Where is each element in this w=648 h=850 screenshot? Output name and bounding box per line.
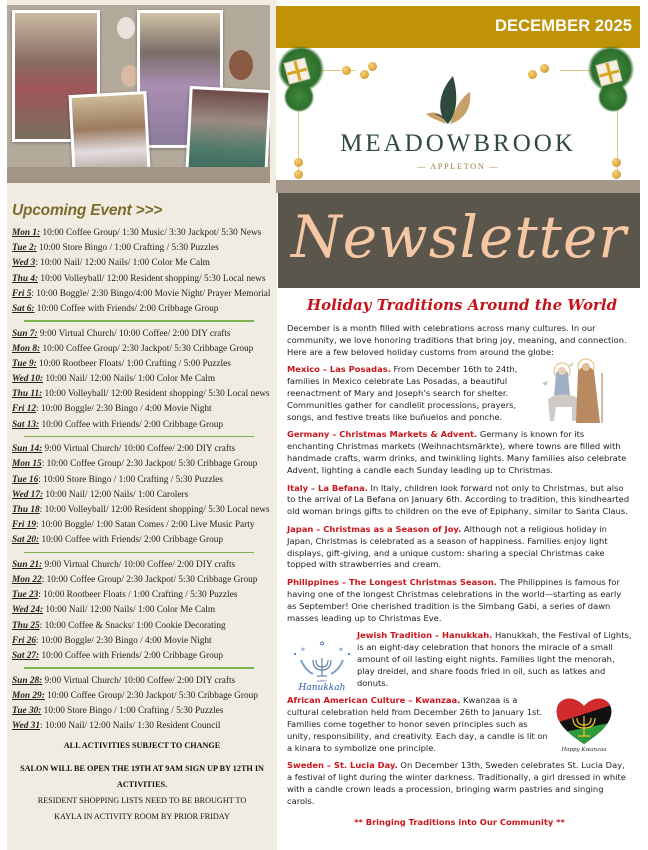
svg-text:✡: ✡ bbox=[300, 647, 306, 653]
schedule-row bbox=[12, 457, 277, 472]
tradition-title: Sweden – St. Lucia Day. bbox=[287, 760, 398, 771]
newsletter-title-panel bbox=[278, 193, 640, 288]
schedule-row bbox=[12, 689, 277, 704]
schedule-day: Tue 16 bbox=[12, 474, 39, 485]
schedule-events: : 10:00 Rootbeer Floats / 1:00 Crafting / 5:30 Puzzles bbox=[38, 590, 238, 601]
schedule-events: : 10:00 Nail/ 12:00 Nails/ 1:30 Resident Council bbox=[39, 721, 221, 732]
schedule-day: Mon 8: bbox=[12, 343, 41, 354]
svg-text:✡: ✡ bbox=[338, 647, 344, 653]
schedule-day: Sun 21: bbox=[12, 559, 43, 570]
schedule-row bbox=[12, 533, 277, 548]
schedule-row bbox=[12, 704, 277, 719]
month-banner bbox=[276, 6, 640, 48]
brand-location: — APPLETON — bbox=[416, 161, 500, 171]
tradition-body: Hanukkah, the Festival of Lights, is an eight-day celebration that honors the miracle of a small amount of oil lasting eight nights. Families light the menorah, play dreidel, and share foods fried in oil, such as latkes and donuts. bbox=[357, 630, 632, 688]
hanukkah-menorah-illustration bbox=[291, 640, 353, 692]
holy-family-donkey-illustration bbox=[540, 357, 616, 429]
schedule-events: 9:00 Virtual Church/ 10:00 Coffee/ 2:00 DIY crafts bbox=[42, 559, 236, 570]
schedule-row bbox=[12, 327, 277, 342]
schedule-events: 9:00 Virtual Church/ 10:00 Coffee/ 2:00 DIY crafts bbox=[42, 444, 236, 455]
schedule-row bbox=[12, 226, 277, 241]
schedule-row bbox=[12, 634, 277, 649]
svg-text:✡: ✡ bbox=[319, 641, 325, 648]
schedule-day: Tue 2: bbox=[12, 243, 37, 254]
schedule-events: 10:00 Rootbeer Floats/ 1:00 Crafting / 5:00 Puzzles bbox=[36, 358, 231, 369]
tradition-body: The Philippines is famous for having one of the longest Christmas celebrations in the world—starting as early as September! One cherished tradition is the Simbang Gabi, a series of dawn masses leading up to Christmas Eve. bbox=[287, 577, 622, 623]
schedule-row bbox=[12, 287, 277, 302]
schedule-row bbox=[12, 573, 277, 588]
ornament-icon bbox=[294, 170, 303, 179]
ornament-icon bbox=[540, 64, 549, 73]
week-divider bbox=[24, 436, 254, 437]
tradition-body: Kwanzaa is a cultural celebration held from December 26th to January 1st. Families come together to honor seven principles such as unity, responsibility, and creativity. Each day, a candle is lit on a kinara to symbolize one principle. bbox=[287, 695, 548, 753]
succulent-planter-image bbox=[117, 17, 135, 39]
taupe-divider-band bbox=[276, 180, 640, 193]
schedule-day: Mon 29: bbox=[12, 690, 45, 701]
schedule-row bbox=[12, 719, 277, 734]
schedule-events: : 10:00 Coffee Group/ 2:30 Jackpot/ 5:30 Cribbage Group bbox=[41, 459, 258, 470]
schedule-day: Mon 1: bbox=[12, 228, 41, 238]
newsletter-month: DECEMBER 2025 bbox=[494, 17, 632, 35]
schedule-row bbox=[12, 387, 277, 402]
schedule-day: Sat 27: bbox=[12, 651, 40, 662]
schedule-events: 10:00 Coffee Group/ 1:30 Music/ 3:30 Jackpot/ 5:30 News bbox=[40, 228, 262, 238]
tradition-title: Mexico – Las Posadas. bbox=[287, 364, 391, 375]
schedule-day: Sun 28: bbox=[12, 675, 43, 686]
schedule-row bbox=[12, 241, 277, 256]
article-closing: ** Bringing Traditions into Our Community ** bbox=[354, 817, 565, 828]
tradition-title: Italy – La Befana. bbox=[287, 482, 368, 493]
logo-header bbox=[276, 48, 640, 180]
schedule-row bbox=[12, 473, 277, 488]
schedule-events: 10:00 Coffee Group/ 2:30 Jackpot/ 5:30 Cribbage Group bbox=[40, 343, 254, 354]
resident-photo-collage bbox=[7, 5, 270, 183]
schedule-events: : 10:00 Volleyball/ 12:00 Resident shopping/ 5:30 Local news bbox=[39, 504, 270, 515]
schedule-row bbox=[12, 272, 277, 287]
tradition-title: African American Culture – Kwanzaa. bbox=[287, 695, 461, 706]
schedule-row bbox=[12, 256, 277, 271]
schedule-day: Fri 19 bbox=[12, 520, 37, 531]
svg-text:Hanukkah: Hanukkah bbox=[298, 683, 346, 692]
schedule-events: 10:00 Volleyball/ 12:00 Resident shopping/ 5:30 Local news bbox=[42, 389, 270, 400]
schedule-events: 10:00 Coffee with Friends/ 2:00 Cribbage Group bbox=[39, 419, 224, 430]
schedule-events: 10:00 Store Bingo / 1:00 Crafting / 5:30 Puzzles bbox=[41, 706, 224, 716]
schedule-day: Sat 20: bbox=[12, 535, 40, 546]
week-divider bbox=[24, 552, 254, 553]
schedule-row bbox=[12, 488, 277, 503]
schedule-events: 10:00 Volleyball/ 12:00 Resident shopping/ 5:30 Local news bbox=[38, 273, 266, 284]
schedule-row bbox=[12, 503, 277, 518]
schedule-row bbox=[12, 442, 277, 457]
schedule-events: 10:00 Coffee with Friends/ 2:00 Cribbage Group bbox=[34, 303, 219, 314]
schedule-day: Sat 13: bbox=[12, 419, 40, 430]
tradition-body: From December 16th to 24th, families in Mexico celebrate Las Posadas, a beautiful reenactment of Mary and Joseph’s search for shelter. Communities gather for candlelit processions, prayers, songs, and festive treats like buñuelos and ponche. bbox=[287, 364, 518, 422]
schedule-day: Wed 10: bbox=[12, 374, 44, 385]
schedule-day: Thu 25 bbox=[12, 620, 40, 631]
schedule-day: Tue 30: bbox=[12, 706, 42, 716]
schedule-events: : 10:00 Nail/ 12:00 Nails/ 1:00 Color Me Calm bbox=[35, 258, 210, 269]
schedule-day: Mon 15 bbox=[12, 459, 42, 470]
schedule-events: 10:00 Nail/ 12:00 Nails/ 1:00 Color Me Calm bbox=[43, 605, 216, 616]
schedule-events: 10:00 Coffee with Friends/ 2:00 Cribbage Group bbox=[39, 535, 224, 546]
schedule-day: Tue 23 bbox=[12, 590, 39, 601]
week-divider bbox=[24, 320, 254, 321]
schedule-day: Thu 11: bbox=[12, 389, 43, 400]
schedule-row bbox=[12, 342, 277, 357]
tradition-title: Jewish Tradition – Hanukkah. bbox=[357, 630, 493, 641]
schedule-day: Mon 22 bbox=[12, 575, 42, 586]
schedule-row bbox=[12, 402, 277, 417]
schedule-events: 10:00 Store Bingo / 1:00 Crafting / 5:30 Puzzles bbox=[36, 243, 219, 254]
schedule-events: 10:00 Nail/ 12:00 Nails/ 1:00 Color Me Calm bbox=[43, 374, 216, 385]
brand-name: MEADOWBROOK bbox=[340, 130, 576, 157]
meadowbrook-leaf-logo-icon bbox=[426, 74, 476, 126]
schedule-events: : 10:00 Coffee Group/ 2:30 Jackpot/ 5:30 Cribbage Group bbox=[41, 575, 258, 586]
schedule-events: 9:00 Virtual Church/ 10:00 Coffee/ 2:00 DIY crafts bbox=[37, 328, 231, 339]
schedule-row bbox=[12, 603, 277, 618]
notice-subject-to-change: ALL ACTIVITIES SUBJECT TO CHANGE bbox=[63, 741, 221, 750]
schedule-events: 9:00 Virtual Church/ 10:00 Coffee/ 2:00 DIY crafts bbox=[42, 675, 236, 686]
tradition-body: In Italy, children look forward not only to Christmas, but also to the arrival of La Befana on January 6th. According to tradition, this kindhearted old woman brings gifts to children on the eve of Epiphany, similar to Santa Claus. bbox=[287, 482, 630, 517]
schedule-row bbox=[12, 588, 277, 603]
pine-branch-decoration bbox=[598, 82, 628, 112]
notice-salon: SALON WILL BE OPEN THE 19TH AT 9AM SIGN UP BY 12TH IN ACTIVITIES. bbox=[20, 764, 264, 789]
schedule-row bbox=[12, 674, 277, 689]
tradition-germany bbox=[287, 429, 632, 476]
schedule-day: Sun 14: bbox=[12, 444, 43, 455]
schedule-day: Sat 6: bbox=[12, 303, 35, 314]
week-divider bbox=[24, 667, 254, 668]
otter-planter-image bbox=[229, 50, 253, 80]
schedule-day: Wed 24: bbox=[12, 605, 44, 616]
ornament-icon bbox=[342, 66, 351, 75]
tradition-sweden bbox=[287, 760, 632, 807]
schedule-row bbox=[12, 518, 277, 533]
schedule-day: Thu 18 bbox=[12, 504, 40, 515]
schedule-events: : 10:00 Store Bingo / 1:00 Crafting / 5:30 Puzzles bbox=[38, 474, 223, 485]
schedule-row bbox=[12, 357, 277, 372]
tradition-philippines bbox=[287, 577, 632, 624]
svg-text:HAPPY: HAPPY bbox=[316, 679, 328, 683]
pine-branch-decoration bbox=[284, 82, 314, 112]
schedule-day: Wed 31 bbox=[12, 721, 40, 732]
schedule-events: : 10:00 Boggle/ 2:30 Bingo / 4:00 Movie Night bbox=[36, 635, 212, 646]
tradition-japan bbox=[287, 524, 632, 571]
schedule-events: : 10:00 Boggle/ 1:00 Satan Comes / 2:00 Live Music Party bbox=[36, 520, 255, 531]
kwanzaa-kinara-heart-illustration bbox=[553, 694, 615, 752]
svg-text:Happy Kwanzaa: Happy Kwanzaa bbox=[561, 747, 607, 752]
activity-notices bbox=[7, 738, 277, 825]
schedule-events: : 10:00 Coffee & Snacks/ 1:00 Cookie Decorating bbox=[39, 620, 226, 631]
tradition-title: Japan – Christmas as a Season of Joy. bbox=[287, 523, 462, 534]
schedule-events: : 10:00 Boggle/ 2:30 Bingo/4:00 Movie Night/ Prayer Memorial bbox=[31, 288, 271, 299]
tradition-title: Germany – Christmas Markets & Advent. bbox=[287, 429, 478, 440]
schedule-row bbox=[12, 418, 277, 433]
notice-shopping-lists: RESIDENT SHOPPING LISTS NEED TO BE BROUGHT TO KAYLA IN ACTIVITY ROOM BY PRIOR FRIDAY bbox=[37, 796, 247, 821]
schedule-events: 10:00 Coffee Group/ 2:30 Jackpot/ 5:30 Cribbage Group bbox=[44, 690, 258, 701]
tradition-body: On December 13th, Sweden celebrates St. Lucia Day, a festival of light during the winter darkness. Traditionally, a girl dressed in white with a candle crown leads a procession, bringing warm pastries and singing carols. bbox=[287, 760, 626, 806]
schedule-row bbox=[12, 619, 277, 634]
collage-band bbox=[7, 167, 270, 183]
schedule-day: Fri 5 bbox=[12, 288, 32, 299]
schedule-day: Fri 26 bbox=[12, 635, 37, 646]
ornament-icon bbox=[612, 170, 621, 179]
activity-schedule bbox=[12, 226, 277, 734]
tradition-title: Philippines – The Longest Christmas Season. bbox=[287, 577, 497, 588]
ornament-icon bbox=[360, 70, 369, 79]
ornament-icon bbox=[528, 70, 537, 79]
schedule-day: Wed 17: bbox=[12, 489, 44, 500]
schedule-events: 10:00 Coffee with Friends/ 2:00 Cribbage Group bbox=[39, 651, 224, 662]
schedule-day: Thu 4: bbox=[12, 273, 39, 284]
schedule-events: : 10:00 Boggle/ 2:30 Bingo / 4:00 Movie Night bbox=[36, 404, 212, 415]
tradition-body: Germany is known for its enchanting Christmas markets (Weihnachtsmärkte), where towns are filled with handmade crafts, warm drinks, and twinkling lights. Many families also celebrate Advent, lighting a candle each Sunday leading up to Christmas. bbox=[287, 429, 627, 475]
ornament-icon bbox=[368, 62, 377, 71]
schedule-row bbox=[12, 302, 277, 317]
schedule-day: Sun 7: bbox=[12, 328, 38, 339]
schedule-day: Wed 3 bbox=[12, 258, 36, 269]
schedule-row bbox=[12, 558, 277, 573]
schedule-day: Fri 12 bbox=[12, 404, 37, 415]
newsletter-title: Newsletter bbox=[290, 203, 628, 271]
tradition-italy bbox=[287, 483, 632, 518]
upcoming-event-heading: Upcoming Event >>> bbox=[12, 202, 163, 219]
tradition-body: Although not a religious holiday in Japan, Christmas is celebrated as a season of happiness. Families enjoy light displays, gift-giving, and a unique custom: sharing a special Christmas cake topped with strawberries and cream. bbox=[287, 523, 608, 570]
schedule-events: 10:00 Nail/ 12:00 Nails/ 1:00 Carolers bbox=[43, 489, 189, 500]
article-intro: December is a month filled with celebrations across many cultures. In our community, we love honoring traditions that bring joy, meaning, and connection. Here are a few beloved holiday customs from around the globe: bbox=[287, 323, 627, 357]
schedule-row bbox=[12, 649, 277, 664]
schedule-row bbox=[12, 372, 277, 387]
schedule-day: Tue 9: bbox=[12, 358, 37, 369]
article-heading: Holiday Traditions Around the World bbox=[306, 296, 618, 314]
